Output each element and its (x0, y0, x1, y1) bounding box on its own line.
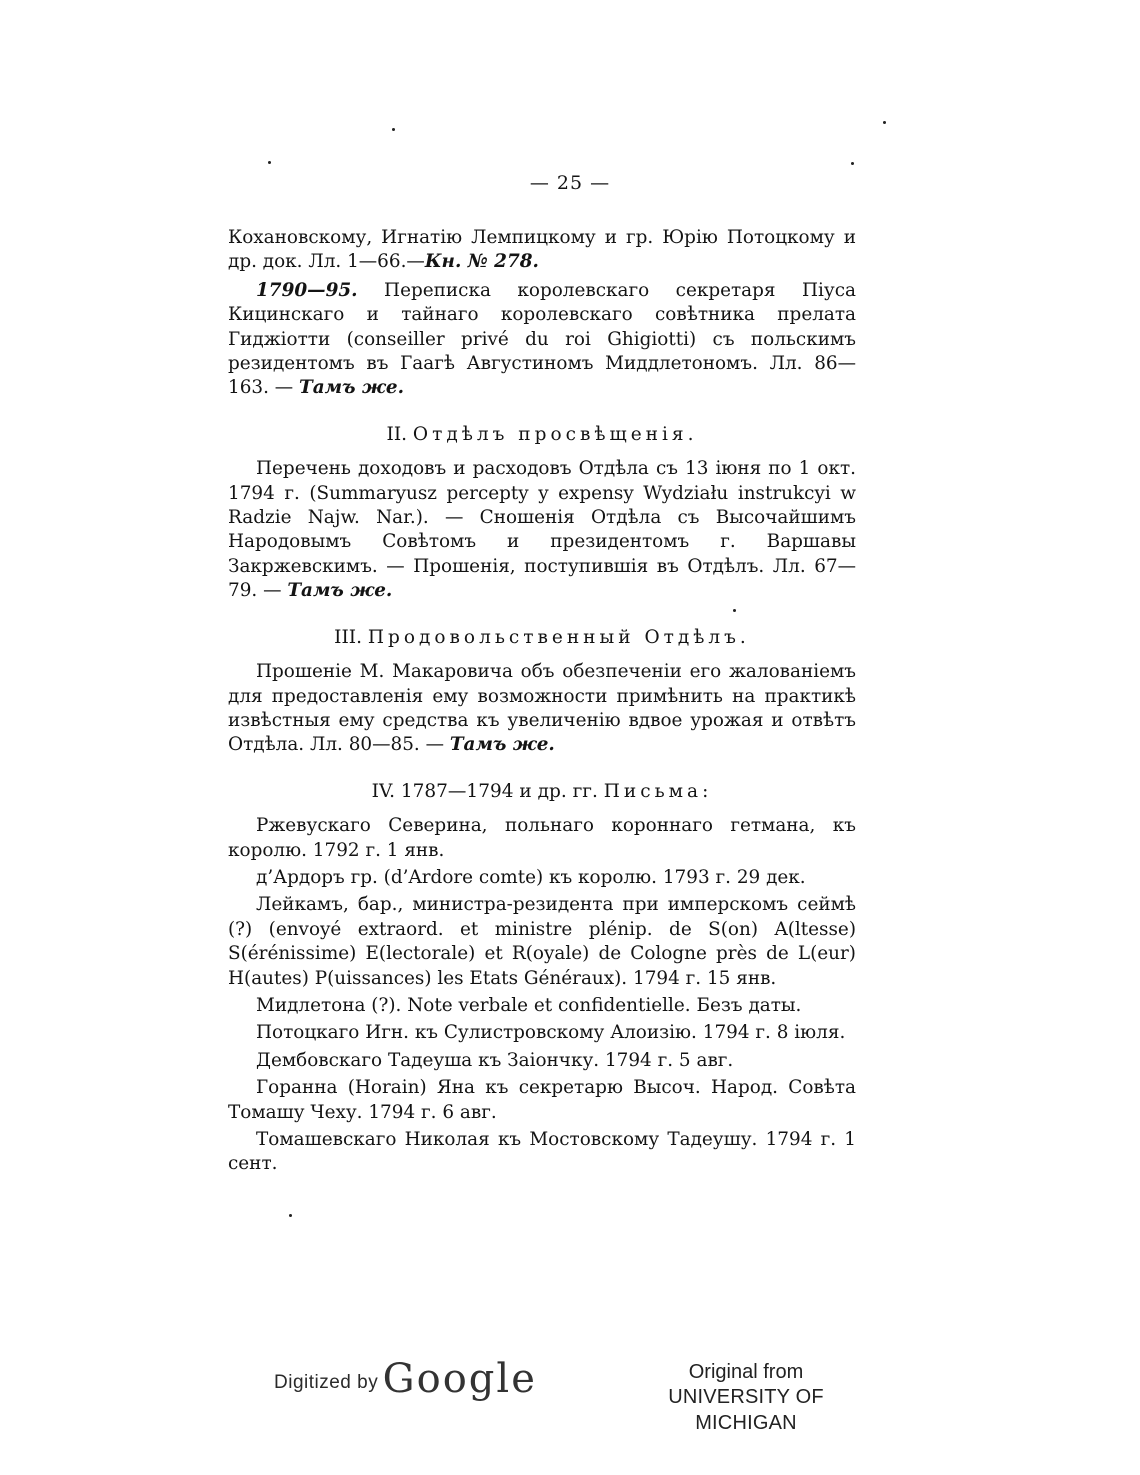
section-3-text: Прошеніе М. Макаровича объ обезпеченіи его жалованіемъ для предоставленія ему возможности примѣнить на практикѣ извѣстныя ему средства къ увеличенію вдвое урожая и отвѣтъ Отдѣла. Лл. 80—85. — (228, 661, 856, 756)
scan-speck (289, 1214, 292, 1217)
scan-speck (883, 121, 886, 124)
digitized-by-text: Digitized by (274, 1372, 379, 1393)
letter-item: Мидлетона (?). Note verbale et confidentielle. Безъ даты. (256, 994, 802, 1016)
letter-item: Ржевускаго Северина, польнаго короннаго гетмана, къ королю. 1792 г. 1 янв. (228, 815, 856, 861)
section-4-heading (228, 780, 856, 804)
entry-1790-paragraph (228, 279, 856, 401)
scan-speck (268, 161, 271, 164)
scan-speck (851, 162, 854, 165)
section-3-reference: Тамъ же. (449, 734, 555, 756)
section-2-paragraph (228, 457, 856, 603)
letter-item: Горанна (Horain) Яна къ секретарю Высоч. Народ. Совѣта Томашу Чеху. 1794 г. 6 авг. (228, 1077, 856, 1123)
letter-item: Томашевскаго Николая къ Мостовскому Тадеушу. 1794 г. 1 сент. (228, 1129, 856, 1175)
original-from-text: Original from (688, 1361, 804, 1383)
scan-speck (392, 128, 395, 131)
intro-reference: Кн. № 278. (424, 251, 539, 273)
university-name: UNIVERSITY OF MICHIGAN (668, 1386, 824, 1434)
original-from-watermark (620, 1360, 872, 1436)
digitized-by-google-watermark (274, 1356, 537, 1402)
intro-line-2: и др. док. Лл. 1—66.— (228, 227, 856, 273)
section-3-paragraph (228, 660, 856, 758)
page-number: — 25 — (529, 172, 611, 194)
entry-1790-reference: Тамъ же. (299, 377, 405, 399)
google-logo: Google (382, 1356, 537, 1402)
section-2-title: Отдѣлъ просвѣщенія. (412, 423, 698, 445)
section-3-numeral: III. (334, 626, 362, 648)
section-3-title: Продовольственный Отдѣлъ. (367, 626, 750, 648)
letter-item: Лейкамъ, бар., министра-резидента при имперскомъ сеймѣ (?) (envoyé extraord. et ministre plénip. de S(on) A(ltesse) S(érénissime) E(lectorale) et R(oyale) de Cologne près de L(eur) H(autes) P(uissances) les Etats Généraux). 1794 г. 15 янв. (228, 894, 856, 989)
page-body (228, 226, 856, 1180)
letter-item: Дембовскаго Тадеуша къ Заіончку. 1794 г. 5 авг. (256, 1049, 734, 1071)
section-2-text: Перечень доходовъ и расходовъ Отдѣла съ 13 іюня по 1 окт. 1794 г. (Summaryusz percepty y expensy Wydziału instrukcyi w Radzie Najw. Nar.). — Сношенія Отдѣла съ Высочайшимъ Народовымъ Совѣтомъ и президентомъ г. Варшавы Закржевскимъ. — Прошенія, поступившія въ Отдѣлъ. Лл. 67—79. — (228, 458, 856, 602)
section-2-numeral: II. (386, 423, 408, 445)
letter-item: Потоцкаго Игн. къ Сулистровскому Алоизію. 1794 г. 8 іюля. (256, 1022, 846, 1044)
section-2-reference: Тамъ же. (287, 580, 393, 602)
intro-paragraph (228, 226, 856, 275)
entry-1790-text: Переписка королевскаго секретаря Піуса Кицинскаго и тайнаго королевскаго совѣтника прелата Гиджіотти (conseiller privé du roi Ghigiotti) съ польскимъ резидентомъ въ Гаагѣ Августиномъ Миддлетономъ. Лл. 86—163. — (228, 279, 856, 399)
section-3-heading (228, 626, 856, 650)
section-2-heading (228, 423, 856, 447)
entry-1790-date: 1790—95. (256, 279, 358, 301)
section-4-title: Письма: (603, 780, 713, 802)
intro-line-1: Кохановскому, Игнатію Лемпицкому и гр. Юрію Потоцкому (228, 227, 835, 248)
section-4-prefix: IV. 1787—1794 и др. гг. (371, 780, 598, 802)
letter-item: д’Ардоръ гр. (d’Ardore comte) къ королю. 1793 г. 29 дек. (256, 866, 806, 888)
